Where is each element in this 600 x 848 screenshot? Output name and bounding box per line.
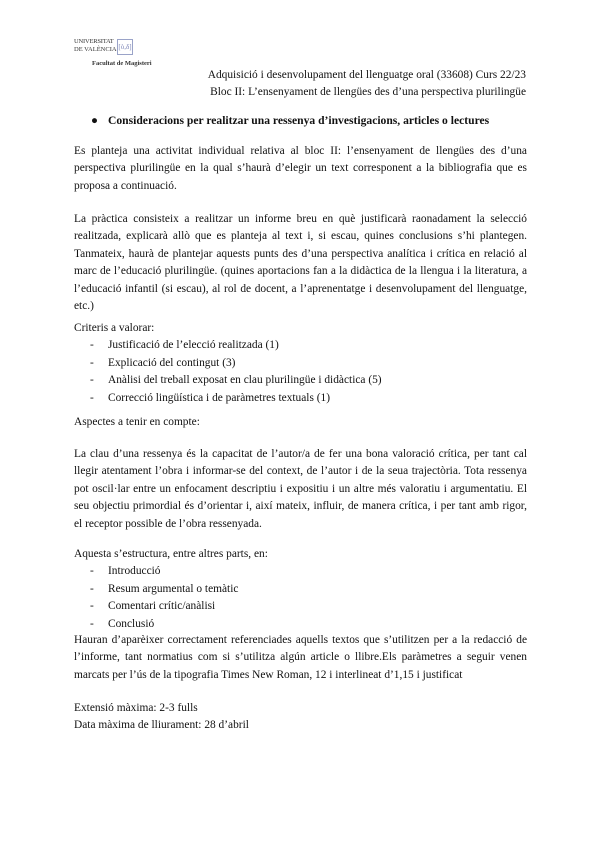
section-heading-text: Consideracions per realitzar una ressenya d’investigacions, articles o lectures [108,114,490,127]
list-item: - Introducció [74,563,527,580]
criteria-title: Criteris a valorar: [74,322,155,334]
structure-title: Aquesta s’estructura, entre altres parts, en: [74,548,268,560]
logo-mark: [ò,δ] [117,39,133,55]
aspects-title: Aspectes a tenir en compte: [74,416,200,428]
list-item: - Comentari crític/anàlisi [74,598,527,615]
intro-paragraph: Es planteja una activitat individual relativa al bloc II: l’ensenyament de llengües des d’una perspectiva plurilingüe en la qual s’haurà d’elegir un text corresponent a la bibliografia que es proposa a continuació. [74,145,527,192]
logo-line-2: DE VALÈNCIA [74,46,117,53]
criteria-section [74,320,527,407]
list-item: - Resum argumental o temàtic [74,581,527,598]
deadline-text: Data màxima de lliurament: 28 d’abril [74,719,249,732]
structure-list [74,563,527,633]
university-logo [74,38,164,72]
criteria-list [74,337,527,407]
review-paragraph: La clau d’una ressenya és la capacitat de l’autor/a de fer una bona valoració crítica, per tant cal llegir atentament l’obra i informar-se del context, de l’autor i de la seua trajectòria. Tota ressenya pot oscil·lar entre un enfocament descriptiu i expositiu i un altre més valoratiu i argumentatiu. El seu objectiu primordial és d’orientar i, així mateix, influir, de manera crítica, i per tant amb rigor, el receptor possible de l’obra ressenyada. [74,448,527,530]
bullet-icon: ● [91,114,99,127]
document-header [208,67,526,101]
block-title: Bloc II: L’ensenyament de llengües des d’una perspectiva plurilingüe [210,86,526,98]
list-item: - Correcció lingüística i de paràmetres textuals (1) [74,390,527,407]
course-title: Adquisició i desenvolupament del llenguatge oral (33608) Curs 22/23 [207,69,526,81]
logo-faculty: Facultat de Magisteri [92,60,152,67]
list-item: - Explicació del contingut (3) [74,355,527,372]
footer-info [74,700,527,735]
list-item: - Justificació de l’elecció realitzada (1) [74,337,527,354]
logo-line-1: UNIVERSITAT [74,38,114,45]
practice-paragraph: La pràctica consisteix a realitzar un informe breu en què justificarà raonadament la selecció realitzada, explicarà allò que es planteja al text i, si escau, quines conclusions s’hi plantegen. Tanmateix, haurà de plantejar aquests punts des d’una perspectiva analítica i crítica en relació al marc de l’educació plurilingüe. (quines aportacions fan a la didàctica de la llengua i la literatura, a l’educació infantil (si escau), al rol de docent, a l’aprenentatge i desenvolupament del llenguatge, etc.) [74,213,527,313]
extension-text: Extensió màxima: 2-3 fulls [74,702,198,714]
list-item: - Conclusió [74,616,527,633]
list-item: - Anàlisi del treball exposat en clau plurilingüe i didàctica (5) [74,372,527,389]
references-paragraph: Hauran d’aparèixer correctament referenciades aquells textos que s’utilitzen per a la redacció de l’informe, tant normatius com si s’utilitza algún article o llibre.Els paràmetres a seguir venen marcats per l’ús de la tipografia Times New Roman, 12 i interlineat d’1,15 i justificat [74,634,527,681]
structure-section [74,546,527,633]
